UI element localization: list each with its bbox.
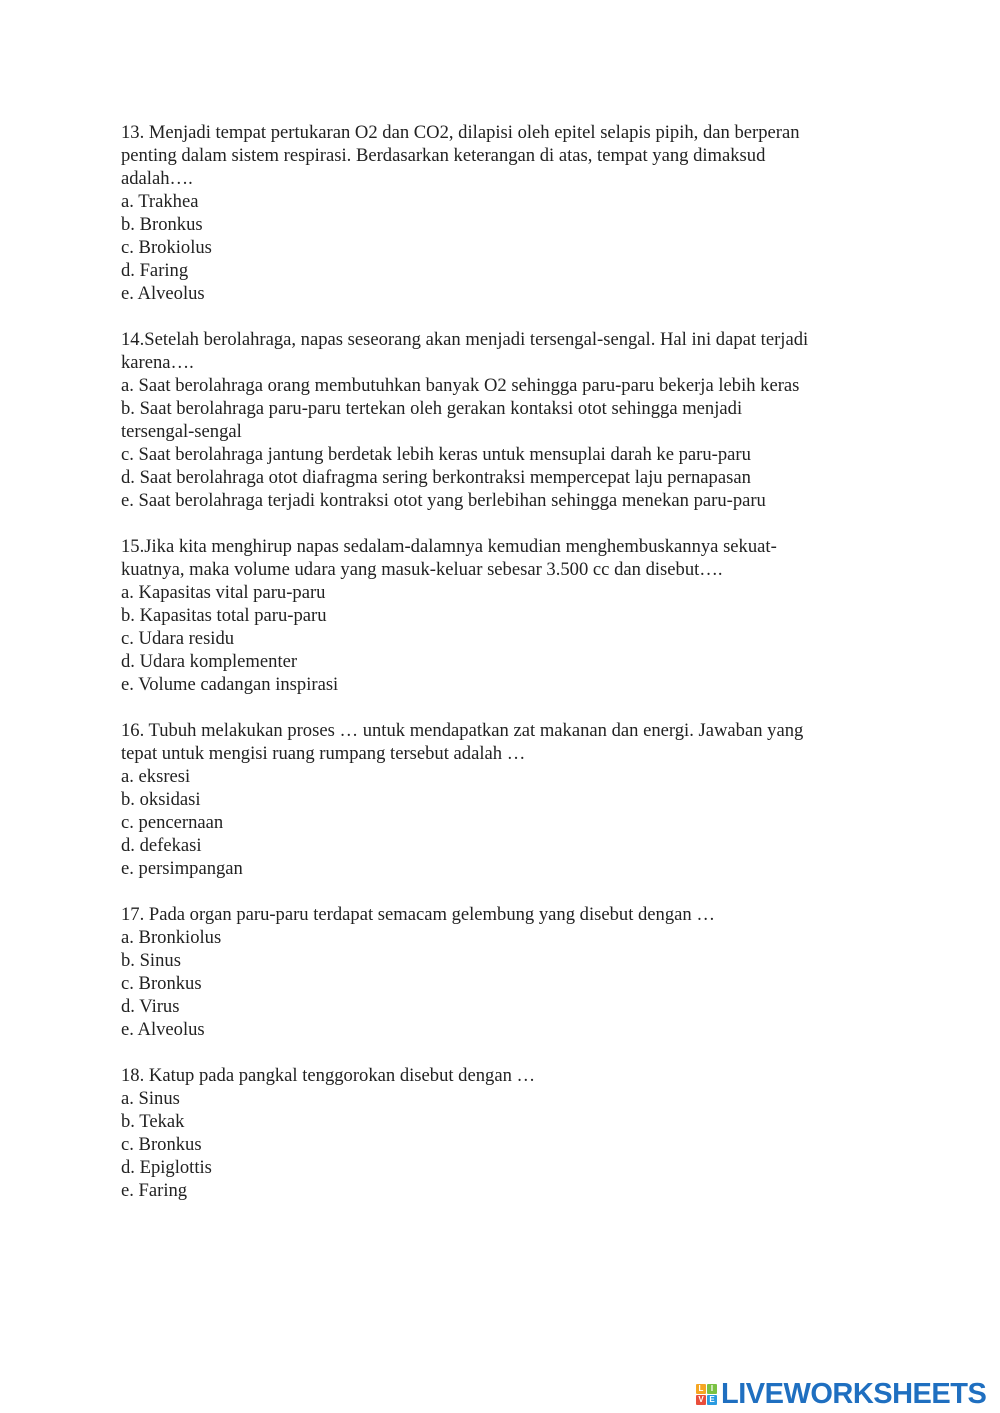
- answer-option-b[interactable]: b. Bronkus: [121, 214, 203, 235]
- answer-option-d[interactable]: d. Virus: [121, 996, 180, 1017]
- answer-option-a[interactable]: a. Saat berolahraga orang membutuhkan banyak O2 sehingga paru-paru bekerja lebih keras: [121, 375, 800, 396]
- answer-option-a[interactable]: a. Bronkiolus: [121, 927, 222, 948]
- answer-option-b[interactable]: b. Tekak: [121, 1111, 185, 1132]
- answer-option-c[interactable]: c. Saat berolahraga jantung berdetak lebih keras untuk mensuplai darah ke paru-paru: [121, 444, 751, 465]
- logo-letter-i: I: [707, 1384, 717, 1394]
- answer-option-a[interactable]: a. Trakhea: [121, 191, 199, 212]
- logo-letter-e: E: [707, 1395, 717, 1405]
- answer-option-b[interactable]: b. Saat berolahraga paru-paru tertekan oleh gerakan kontaksi otot sehingga menjadi: [121, 398, 743, 419]
- answer-option-d[interactable]: d. Epiglottis: [121, 1157, 212, 1178]
- logo-letter-v: V: [696, 1395, 706, 1405]
- logo-text: LIVEWORKSHEETS: [721, 1378, 987, 1410]
- question-stem-line: 16. Tubuh melakukan proses … untuk mendapatkan zat makanan dan energi. Jawaban yang: [121, 720, 804, 741]
- answer-option-a[interactable]: a. Sinus: [121, 1088, 180, 1109]
- question-stem-line: 18. Katup pada pangkal tenggorokan disebut dengan …: [121, 1065, 536, 1086]
- answer-option-a[interactable]: a. eksresi: [121, 766, 191, 787]
- answer-option-b-continuation[interactable]: tersengal-sengal: [121, 421, 242, 442]
- answer-option-e[interactable]: e. persimpangan: [121, 858, 243, 879]
- answer-option-c[interactable]: c. Brokiolus: [121, 237, 212, 258]
- question-stem-line: 17. Pada organ paru-paru terdapat semacam gelembung yang disebut dengan …: [121, 904, 715, 925]
- answer-option-c[interactable]: c. Bronkus: [121, 1134, 202, 1155]
- answer-option-d[interactable]: d. defekasi: [121, 835, 202, 856]
- answer-option-b[interactable]: b. Sinus: [121, 950, 181, 971]
- answer-option-e[interactable]: e. Saat berolahraga terjadi kontraksi otot yang berlebihan sehingga menekan paru-paru: [121, 490, 766, 511]
- answer-option-c[interactable]: c. pencernaan: [121, 812, 224, 833]
- answer-option-c[interactable]: c. Udara residu: [121, 628, 235, 649]
- question-stem-line: kuatnya, maka volume udara yang masuk-keluar sebesar 3.500 cc dan disebut….: [121, 559, 723, 580]
- answer-option-e[interactable]: e. Faring: [121, 1180, 188, 1201]
- question-stem-line: penting dalam sistem respirasi. Berdasarkan keterangan di atas, tempat yang dimaksud: [121, 145, 766, 166]
- answer-option-e[interactable]: e. Alveolus: [121, 1019, 205, 1040]
- question-stem-line: adalah….: [121, 168, 193, 189]
- answer-option-d[interactable]: d. Faring: [121, 260, 189, 281]
- logo-letter-l: L: [696, 1384, 706, 1394]
- answer-option-b[interactable]: b. Kapasitas total paru-paru: [121, 605, 327, 626]
- question-stem-line: 14.Setelah berolahraga, napas seseorang akan menjadi tersengal-sengal. Hal ini dapat terjadi: [121, 329, 809, 350]
- answer-option-b[interactable]: b. oksidasi: [121, 789, 201, 810]
- answer-option-e[interactable]: e. Alveolus: [121, 283, 205, 304]
- answer-option-c[interactable]: c. Bronkus: [121, 973, 202, 994]
- question-stem-line: karena….: [121, 352, 194, 373]
- answer-option-d[interactable]: d. Saat berolahraga otot diafragma sering berkontraksi mempercepat laju pernapasan: [121, 467, 751, 488]
- question-stem-line: tepat untuk mengisi ruang rumpang tersebut adalah …: [121, 743, 526, 764]
- answer-option-e[interactable]: e. Volume cadangan inspirasi: [121, 674, 339, 695]
- answer-option-d[interactable]: d. Udara komplementer: [121, 651, 298, 672]
- liveworksheets-logo[interactable]: [696, 1377, 986, 1411]
- question-stem-line: 13. Menjadi tempat pertukaran O2 dan CO2, dilapisi oleh epitel selapis pipih, dan berperan: [121, 122, 800, 143]
- logo-mark-icon: [696, 1384, 717, 1405]
- question-stem-line: 15.Jika kita menghirup napas sedalam-dalamnya kemudian menghembuskannya sekuat-: [121, 536, 777, 557]
- answer-option-a[interactable]: a. Kapasitas vital paru-paru: [121, 582, 326, 603]
